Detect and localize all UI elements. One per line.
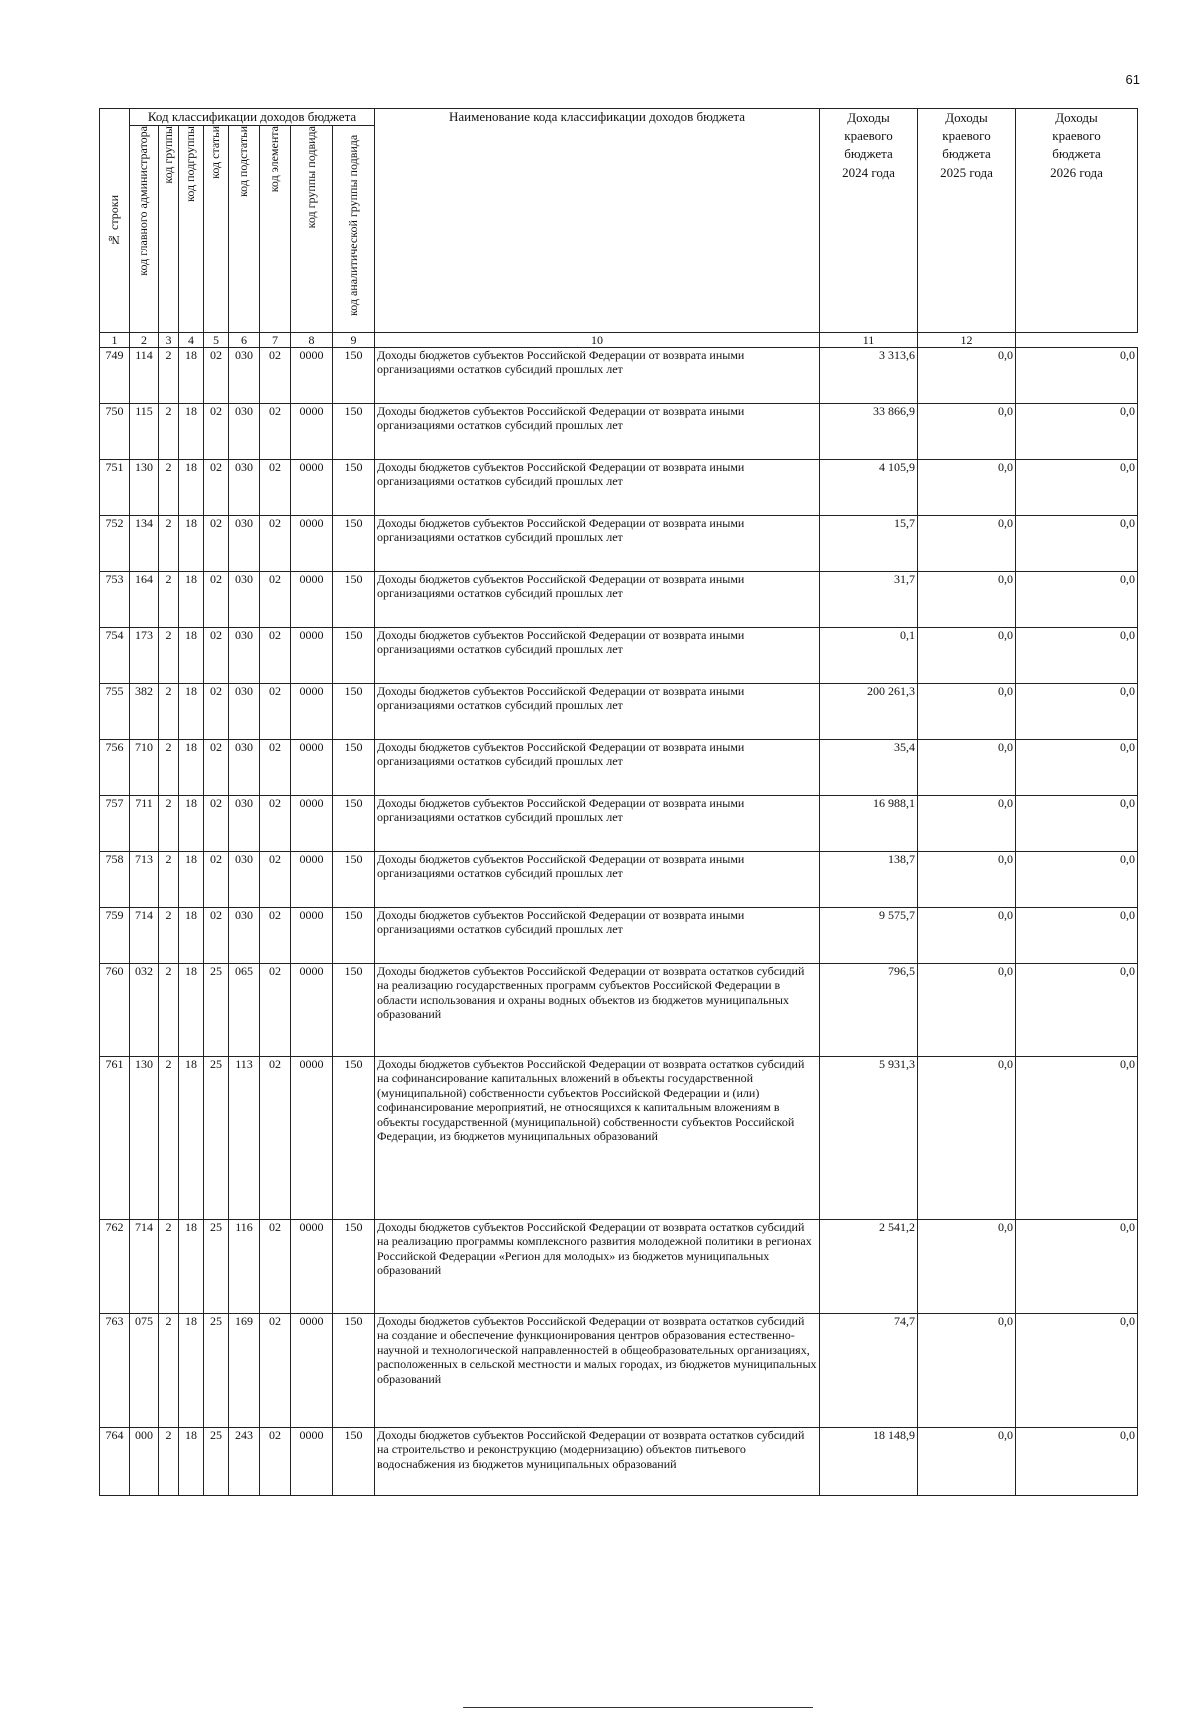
analytic-group-code-cell: 150 xyxy=(333,1314,375,1428)
subarticle-code-cell: 169 xyxy=(229,1314,260,1428)
subgroup-code-cell: 18 xyxy=(179,516,204,572)
income-name-cell: Доходы бюджетов субъектов Российской Федерации от возврата иными организациями остатков субсидий прошлых лет xyxy=(375,348,820,404)
article-code-cell: 02 xyxy=(204,796,229,852)
income-2024-cell: 796,5 xyxy=(820,964,918,1057)
income-2025-cell: 0,0 xyxy=(918,1220,1016,1314)
subarticle-code-cell: 030 xyxy=(229,852,260,908)
subgroup-code-cell: 18 xyxy=(179,628,204,684)
element-code-header: код элемента xyxy=(260,126,291,333)
article-code-cell: 25 xyxy=(204,1428,229,1496)
article-code-cell: 25 xyxy=(204,964,229,1057)
element-code-cell: 02 xyxy=(260,852,291,908)
income-2026-cell: 0,0 xyxy=(1016,1220,1138,1314)
admin-code-cell: 130 xyxy=(130,1057,159,1220)
analytic-group-code-cell: 150 xyxy=(333,460,375,516)
analytic-group-code-cell: 150 xyxy=(333,796,375,852)
income-2026-cell: 0,0 xyxy=(1016,684,1138,740)
line-number-cell: 760 xyxy=(100,964,130,1057)
group-code-cell: 2 xyxy=(159,516,179,572)
analytic-group-code-cell: 150 xyxy=(333,516,375,572)
group-code-cell: 2 xyxy=(159,1057,179,1220)
group-code-cell: 2 xyxy=(159,684,179,740)
column-number: 1 xyxy=(100,333,130,348)
group-code-cell: 2 xyxy=(159,908,179,964)
income-2026-cell: 0,0 xyxy=(1016,460,1138,516)
article-code-cell: 25 xyxy=(204,1057,229,1220)
subarticle-code-cell: 030 xyxy=(229,628,260,684)
income-2025-cell: 0,0 xyxy=(918,572,1016,628)
element-code-cell: 02 xyxy=(260,1057,291,1220)
article-code-cell: 02 xyxy=(204,740,229,796)
group-code-cell: 2 xyxy=(159,1314,179,1428)
income-2025-cell: 0,0 xyxy=(918,460,1016,516)
table-row xyxy=(100,1314,1138,1428)
income-name-cell: Доходы бюджетов субъектов Российской Федерации от возврата иными организациями остатков субсидий прошлых лет xyxy=(375,572,820,628)
line-number-cell: 757 xyxy=(100,796,130,852)
element-code-cell: 02 xyxy=(260,572,291,628)
subarticle-code-cell: 113 xyxy=(229,1057,260,1220)
line-number-cell: 751 xyxy=(100,460,130,516)
income-2025-cell: 0,0 xyxy=(918,796,1016,852)
subgroup-code-cell: 18 xyxy=(179,684,204,740)
element-code-cell: 02 xyxy=(260,1220,291,1314)
element-code-cell: 02 xyxy=(260,964,291,1057)
admin-code-cell: 713 xyxy=(130,852,159,908)
income-2024-cell: 18 148,9 xyxy=(820,1428,918,1496)
subtype-group-code-cell: 0000 xyxy=(291,1428,333,1496)
subtype-group-code-cell: 0000 xyxy=(291,1220,333,1314)
income-2026-cell: 0,0 xyxy=(1016,796,1138,852)
income-name-cell: Доходы бюджетов субъектов Российской Федерации от возврата иными организациями остатков субсидий прошлых лет xyxy=(375,796,820,852)
subtype-group-code-cell: 0000 xyxy=(291,852,333,908)
income-2026-cell: 0,0 xyxy=(1016,1428,1138,1496)
line-number-cell: 754 xyxy=(100,628,130,684)
table-row xyxy=(100,1428,1138,1496)
admin-code-cell: 075 xyxy=(130,1314,159,1428)
income-2025-cell: 0,0 xyxy=(918,1314,1016,1428)
admin-code-cell: 714 xyxy=(130,908,159,964)
income-2026-cell: 0,0 xyxy=(1016,740,1138,796)
table-row xyxy=(100,908,1138,964)
element-code-cell: 02 xyxy=(260,628,291,684)
group-code-cell: 2 xyxy=(159,740,179,796)
group-code-cell: 2 xyxy=(159,572,179,628)
income-name-cell: Доходы бюджетов субъектов Российской Федерации от возврата остатков субсидий на реализацию государственных программ субъектов Российской Федерации в области использования и охраны водных объектов из бюджетов муниципальных образований xyxy=(375,964,820,1057)
admin-code-cell: 714 xyxy=(130,1220,159,1314)
table-row xyxy=(100,628,1138,684)
subtype-group-code-header: код группы подвида xyxy=(291,126,333,333)
subarticle-code-cell: 030 xyxy=(229,684,260,740)
group-code-cell: 2 xyxy=(159,796,179,852)
admin-code-cell: 134 xyxy=(130,516,159,572)
classification-group-header: Код классификации доходов бюджета xyxy=(130,109,375,126)
income-name-cell: Доходы бюджетов субъектов Российской Федерации от возврата иными организациями остатков субсидий прошлых лет xyxy=(375,404,820,460)
income-2024-cell: 200 261,3 xyxy=(820,684,918,740)
subtype-group-code-cell: 0000 xyxy=(291,460,333,516)
income-name-cell: Доходы бюджетов субъектов Российской Федерации от возврата иными организациями остатков субсидий прошлых лет xyxy=(375,684,820,740)
income-2024-header: Доходы краевого бюджета 2024 года xyxy=(820,109,918,333)
table-row xyxy=(100,572,1138,628)
subgroup-code-cell: 18 xyxy=(179,964,204,1057)
analytic-group-code-header: код аналитической группы подвида xyxy=(333,126,375,333)
line-number-cell: 755 xyxy=(100,684,130,740)
analytic-group-code-cell: 150 xyxy=(333,740,375,796)
income-2025-cell: 0,0 xyxy=(918,348,1016,404)
column-number: 3 xyxy=(159,333,179,348)
income-2024-cell: 5 931,3 xyxy=(820,1057,918,1220)
income-2026-cell: 0,0 xyxy=(1016,1057,1138,1220)
element-code-cell: 02 xyxy=(260,740,291,796)
income-2024-cell: 74,7 xyxy=(820,1314,918,1428)
element-code-cell: 02 xyxy=(260,516,291,572)
income-2024-cell: 33 866,9 xyxy=(820,404,918,460)
name-column-header: Наименование кода классификации доходов бюджета xyxy=(375,109,820,333)
income-2026-cell: 0,0 xyxy=(1016,852,1138,908)
income-2024-cell: 138,7 xyxy=(820,852,918,908)
article-code-cell: 02 xyxy=(204,516,229,572)
line-number-header: № строки xyxy=(100,109,130,333)
footer-divider xyxy=(463,1707,813,1708)
page-number: 61 xyxy=(1125,72,1140,87)
income-2026-cell: 0,0 xyxy=(1016,572,1138,628)
article-code-cell: 02 xyxy=(204,404,229,460)
line-number-cell: 762 xyxy=(100,1220,130,1314)
admin-code-header: код главного администратора xyxy=(130,126,159,333)
table-row xyxy=(100,740,1138,796)
subgroup-code-cell: 18 xyxy=(179,796,204,852)
column-number: 5 xyxy=(204,333,229,348)
subgroup-code-cell: 18 xyxy=(179,740,204,796)
income-2025-cell: 0,0 xyxy=(918,516,1016,572)
article-code-cell: 02 xyxy=(204,460,229,516)
admin-code-cell: 711 xyxy=(130,796,159,852)
group-code-cell: 2 xyxy=(159,1220,179,1314)
admin-code-cell: 032 xyxy=(130,964,159,1057)
income-2025-cell: 0,0 xyxy=(918,740,1016,796)
element-code-cell: 02 xyxy=(260,348,291,404)
income-2024-cell: 15,7 xyxy=(820,516,918,572)
table-row xyxy=(100,404,1138,460)
subarticle-code-cell: 065 xyxy=(229,964,260,1057)
analytic-group-code-cell: 150 xyxy=(333,1057,375,1220)
column-number: 8 xyxy=(291,333,333,348)
subgroup-code-cell: 18 xyxy=(179,348,204,404)
income-2026-cell: 0,0 xyxy=(1016,516,1138,572)
element-code-cell: 02 xyxy=(260,1314,291,1428)
subarticle-code-cell: 030 xyxy=(229,404,260,460)
subgroup-code-cell: 18 xyxy=(179,1314,204,1428)
subarticle-code-cell: 030 xyxy=(229,796,260,852)
column-number: 11 xyxy=(820,333,918,348)
subtype-group-code-cell: 0000 xyxy=(291,348,333,404)
line-number-cell: 761 xyxy=(100,1057,130,1220)
column-number: 2 xyxy=(130,333,159,348)
table-row xyxy=(100,964,1138,1057)
element-code-cell: 02 xyxy=(260,404,291,460)
table-row xyxy=(100,852,1138,908)
article-code-cell: 02 xyxy=(204,908,229,964)
income-2026-cell: 0,0 xyxy=(1016,908,1138,964)
group-code-cell: 2 xyxy=(159,1428,179,1496)
article-code-cell: 02 xyxy=(204,572,229,628)
element-code-cell: 02 xyxy=(260,460,291,516)
income-2026-cell: 0,0 xyxy=(1016,628,1138,684)
line-number-cell: 764 xyxy=(100,1428,130,1496)
income-2026-header: Доходы краевого бюджета 2026 года xyxy=(1016,109,1138,333)
element-code-cell: 02 xyxy=(260,796,291,852)
income-2024-cell: 31,7 xyxy=(820,572,918,628)
subarticle-code-cell: 030 xyxy=(229,572,260,628)
subtype-group-code-cell: 0000 xyxy=(291,684,333,740)
subgroup-code-cell: 18 xyxy=(179,1057,204,1220)
element-code-cell: 02 xyxy=(260,1428,291,1496)
income-2026-cell: 0,0 xyxy=(1016,348,1138,404)
subarticle-code-cell: 030 xyxy=(229,516,260,572)
line-number-cell: 759 xyxy=(100,908,130,964)
subtype-group-code-cell: 0000 xyxy=(291,796,333,852)
group-code-cell: 2 xyxy=(159,348,179,404)
income-name-cell: Доходы бюджетов субъектов Российской Федерации от возврата остатков субсидий на реализацию программы комплексного развития молодежной политики в регионах Российской Федерации «Регион для молодых» из бюджетов муниципальных образований xyxy=(375,1220,820,1314)
column-numbers-row xyxy=(100,333,1138,348)
line-number-cell: 756 xyxy=(100,740,130,796)
income-2025-cell: 0,0 xyxy=(918,1428,1016,1496)
admin-code-cell: 173 xyxy=(130,628,159,684)
table-row xyxy=(100,796,1138,852)
article-code-cell: 02 xyxy=(204,684,229,740)
line-number-cell: 752 xyxy=(100,516,130,572)
article-code-cell: 02 xyxy=(204,348,229,404)
admin-code-cell: 115 xyxy=(130,404,159,460)
analytic-group-code-cell: 150 xyxy=(333,572,375,628)
income-2025-cell: 0,0 xyxy=(918,1057,1016,1220)
income-2025-cell: 0,0 xyxy=(918,908,1016,964)
income-2024-cell: 0,1 xyxy=(820,628,918,684)
income-name-cell: Доходы бюджетов субъектов Российской Федерации от возврата остатков субсидий на строительство и реконструкцию (модернизацию) объектов питьевого водоснабжения из бюджетов муниципальных образований xyxy=(375,1428,820,1496)
admin-code-cell: 710 xyxy=(130,740,159,796)
article-code-header: код статьи xyxy=(204,126,229,333)
subtype-group-code-cell: 0000 xyxy=(291,516,333,572)
article-code-cell: 02 xyxy=(204,628,229,684)
article-code-cell: 25 xyxy=(204,1220,229,1314)
table-row xyxy=(100,460,1138,516)
column-number: 4 xyxy=(179,333,204,348)
subtype-group-code-cell: 0000 xyxy=(291,964,333,1057)
subgroup-code-cell: 18 xyxy=(179,460,204,516)
analytic-group-code-cell: 150 xyxy=(333,348,375,404)
element-code-cell: 02 xyxy=(260,908,291,964)
subarticle-code-cell: 030 xyxy=(229,908,260,964)
line-number-cell: 763 xyxy=(100,1314,130,1428)
subgroup-code-cell: 18 xyxy=(179,852,204,908)
income-name-cell: Доходы бюджетов субъектов Российской Федерации от возврата иными организациями остатков субсидий прошлых лет xyxy=(375,740,820,796)
subtype-group-code-cell: 0000 xyxy=(291,908,333,964)
analytic-group-code-cell: 150 xyxy=(333,964,375,1057)
subgroup-code-cell: 18 xyxy=(179,572,204,628)
analytic-group-code-cell: 150 xyxy=(333,628,375,684)
table-row xyxy=(100,348,1138,404)
income-name-cell: Доходы бюджетов субъектов Российской Федерации от возврата иными организациями остатков субсидий прошлых лет xyxy=(375,908,820,964)
income-2024-cell: 3 313,6 xyxy=(820,348,918,404)
column-number: 6 xyxy=(229,333,260,348)
subgroup-code-cell: 18 xyxy=(179,1220,204,1314)
subtype-group-code-cell: 0000 xyxy=(291,1057,333,1220)
analytic-group-code-cell: 150 xyxy=(333,1220,375,1314)
column-number: 9 xyxy=(333,333,375,348)
group-code-cell: 2 xyxy=(159,628,179,684)
subgroup-code-cell: 18 xyxy=(179,908,204,964)
table-row xyxy=(100,516,1138,572)
subarticle-code-cell: 116 xyxy=(229,1220,260,1314)
subarticle-code-cell: 030 xyxy=(229,460,260,516)
line-number-cell: 750 xyxy=(100,404,130,460)
income-2026-cell: 0,0 xyxy=(1016,404,1138,460)
line-number-cell: 753 xyxy=(100,572,130,628)
admin-code-cell: 114 xyxy=(130,348,159,404)
subarticle-code-cell: 030 xyxy=(229,348,260,404)
table-row xyxy=(100,684,1138,740)
income-2025-cell: 0,0 xyxy=(918,628,1016,684)
group-code-cell: 2 xyxy=(159,964,179,1057)
article-code-cell: 02 xyxy=(204,852,229,908)
income-2025-cell: 0,0 xyxy=(918,404,1016,460)
subgroup-code-cell: 18 xyxy=(179,404,204,460)
article-code-cell: 25 xyxy=(204,1314,229,1428)
subarticle-code-cell: 243 xyxy=(229,1428,260,1496)
line-number-cell: 749 xyxy=(100,348,130,404)
admin-code-cell: 000 xyxy=(130,1428,159,1496)
income-2024-cell: 16 988,1 xyxy=(820,796,918,852)
table-row xyxy=(100,1057,1138,1220)
subgroup-code-cell: 18 xyxy=(179,1428,204,1496)
column-number: 10 xyxy=(375,333,820,348)
income-2025-cell: 0,0 xyxy=(918,964,1016,1057)
group-code-cell: 2 xyxy=(159,404,179,460)
income-name-cell: Доходы бюджетов субъектов Российской Федерации от возврата иными организациями остатков субсидий прошлых лет xyxy=(375,852,820,908)
element-code-cell: 02 xyxy=(260,684,291,740)
line-number-cell: 758 xyxy=(100,852,130,908)
subtype-group-code-cell: 0000 xyxy=(291,740,333,796)
income-name-cell: Доходы бюджетов субъектов Российской Федерации от возврата иными организациями остатков субсидий прошлых лет xyxy=(375,628,820,684)
income-2024-cell: 4 105,9 xyxy=(820,460,918,516)
admin-code-cell: 130 xyxy=(130,460,159,516)
income-2024-cell: 9 575,7 xyxy=(820,908,918,964)
income-classification-table xyxy=(99,108,1138,1496)
subgroup-code-header: код подгруппы xyxy=(179,126,204,333)
analytic-group-code-cell: 150 xyxy=(333,908,375,964)
admin-code-cell: 164 xyxy=(130,572,159,628)
admin-code-cell: 382 xyxy=(130,684,159,740)
income-2025-cell: 0,0 xyxy=(918,852,1016,908)
income-name-cell: Доходы бюджетов субъектов Российской Федерации от возврата иными организациями остатков субсидий прошлых лет xyxy=(375,460,820,516)
income-2025-cell: 0,0 xyxy=(918,684,1016,740)
table-row xyxy=(100,1220,1138,1314)
group-code-cell: 2 xyxy=(159,460,179,516)
analytic-group-code-cell: 150 xyxy=(333,1428,375,1496)
income-2024-cell: 35,4 xyxy=(820,740,918,796)
subtype-group-code-cell: 0000 xyxy=(291,1314,333,1428)
income-name-cell: Доходы бюджетов субъектов Российской Федерации от возврата иными организациями остатков субсидий прошлых лет xyxy=(375,516,820,572)
income-2025-header: Доходы краевого бюджета 2025 года xyxy=(918,109,1016,333)
subarticle-code-cell: 030 xyxy=(229,740,260,796)
analytic-group-code-cell: 150 xyxy=(333,404,375,460)
analytic-group-code-cell: 150 xyxy=(333,852,375,908)
income-2026-cell: 0,0 xyxy=(1016,964,1138,1057)
income-name-cell: Доходы бюджетов субъектов Российской Федерации от возврата остатков субсидий на софинансирование капитальных вложений в объекты государственной (муниципальной) собственности субъектов Российской Федерации и (или) софинансирование мероприятий, не относящихся к капитальным вложениям в объекты государственной (муниципальной) собственности субъектов Российской Федерации, из бюджетов муниципальных образований xyxy=(375,1057,820,1220)
income-2024-cell: 2 541,2 xyxy=(820,1220,918,1314)
group-code-cell: 2 xyxy=(159,852,179,908)
group-code-header: код группы xyxy=(159,126,179,333)
column-number: 7 xyxy=(260,333,291,348)
subtype-group-code-cell: 0000 xyxy=(291,628,333,684)
subarticle-code-header: код подстатьи xyxy=(229,126,260,333)
subtype-group-code-cell: 0000 xyxy=(291,572,333,628)
analytic-group-code-cell: 150 xyxy=(333,684,375,740)
subtype-group-code-cell: 0000 xyxy=(291,404,333,460)
income-2026-cell: 0,0 xyxy=(1016,1314,1138,1428)
column-number: 12 xyxy=(918,333,1016,348)
income-name-cell: Доходы бюджетов субъектов Российской Федерации от возврата остатков субсидий на создание и обеспечение функционирования центров образования естественно-научной и технологической направленностей в общеобразовательных организациях, расположенных в сельской местности и малых городах, из бюджетов муниципальных образований xyxy=(375,1314,820,1428)
